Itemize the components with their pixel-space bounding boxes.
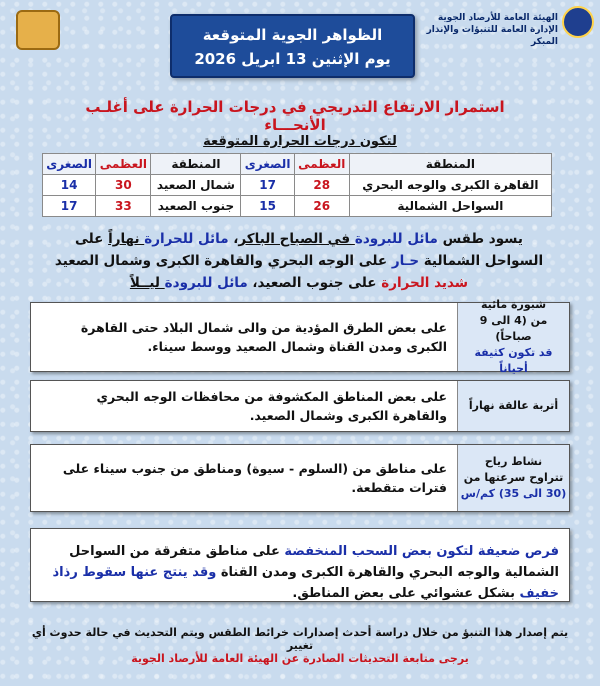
dust-text: على بعض المناطق المكشوفة من محافظات الوجه البحري والقاهرة الكبرى وشمال الصعيد.: [96, 389, 447, 423]
header-region: المنطقة: [349, 154, 551, 175]
table-header-row: [43, 154, 552, 175]
region-cell: جنوب الصعيد: [151, 196, 241, 217]
max-cell: 26: [294, 196, 349, 217]
forecast-highlight: مائل للبرودة: [354, 231, 438, 247]
follow-note: يرجى متابعة التحديثات الصادرة عن الهيئة العامة للأرصاد الجوية: [131, 652, 469, 665]
org-line-1: الهيئة العامة للأرصاد الجوية: [437, 13, 558, 23]
dust-label: [457, 381, 569, 431]
fog-label-note: قد تكون كثيفة أحياناً: [474, 346, 553, 375]
min-cell: 17: [241, 175, 294, 196]
temperature-table: [42, 153, 552, 217]
table-row: [43, 196, 552, 217]
header-max: العظمى: [294, 154, 349, 175]
egyptian-meteorological-authority-logo: [562, 6, 594, 38]
fog-text: على بعض الطرق المؤدية من والى شمال البلاد حتى القاهرة الكبرى ومدن القناة وشمال الصعيد ووسط سيناء.: [80, 320, 447, 354]
forecast-text: في الصباح الباكر: [238, 231, 355, 247]
forecast-paragraph: [44, 228, 554, 294]
forecast-text: على جنوب الصعيد،: [247, 275, 382, 291]
title-box: [170, 14, 415, 78]
drizzle-text: بشكل عشوائي على بعض المناطق.: [292, 586, 520, 601]
wind-text: على مناطق من (السلوم - سيوة) ومناطق من جنوب سيناء على فترات متقطعة.: [62, 461, 447, 495]
region-cell: شمال الصعيد: [151, 175, 241, 196]
dust-label-title: أتربة عالقة نهاراً: [468, 399, 559, 412]
drizzle-card: [30, 528, 570, 602]
wind-card: [30, 444, 570, 512]
region-cell: القاهرة الكبرى والوجه البحري: [349, 175, 551, 196]
region-cell: السواحل الشمالية: [349, 196, 551, 217]
forecast-text: على السواحل الشمالية: [74, 231, 544, 269]
update-note: يتم إصدار هذا التنبؤ من خلال دراسة أحدث إصدارات خرائط الطقس ويتم التحديث في حالة حدوث أي تغيير: [31, 626, 569, 652]
header-min: الصغرى: [43, 154, 96, 175]
wind-label-title: نشاط رياح: [484, 455, 543, 468]
forecast-text: ،: [228, 231, 239, 247]
forecast-highlight-red: شديد الحرارة: [381, 275, 469, 291]
dust-card: [30, 380, 570, 432]
forecast-text: على الوجه البحري والقاهرة الكبرى وشمال الصعيد: [54, 253, 392, 269]
organization-name: [418, 12, 558, 48]
org-line-2: الإدارة العامة للتنبؤات والإنذار المبكر: [426, 25, 558, 47]
table-row: [43, 175, 552, 196]
min-cell: 14: [43, 175, 96, 196]
header-max: العظمى: [96, 154, 151, 175]
header-region: المنطقة: [151, 154, 241, 175]
min-cell: 17: [43, 196, 96, 217]
forecast-date: يوم الإثنين 13 ابريل 2026: [194, 50, 391, 68]
header-min: الصغرى: [241, 154, 294, 175]
forecast-text: يسود طقس: [437, 231, 523, 247]
forecast-highlight: مائل للحرارة: [144, 231, 229, 247]
forecast-highlight: حـار: [391, 253, 420, 269]
min-cell: 15: [241, 196, 294, 217]
max-cell: 33: [96, 196, 151, 217]
max-cell: 28: [294, 175, 349, 196]
page-title: الظواهر الجوية المتوقعة: [202, 26, 383, 44]
wind-label-speed: (30 الى 35) كم/س: [460, 487, 567, 500]
wind-label: [457, 445, 569, 511]
forecast-text: نهاراً: [108, 231, 145, 247]
drizzle-highlight: فرص ضعيفة لتكون بعض السحب المنخفضة: [284, 544, 559, 559]
forecast-text: ليــلاً: [129, 275, 165, 291]
fog-card: [30, 298, 570, 375]
table-caption: لتكون درجات الحرارة المتوقعة: [203, 134, 397, 149]
fog-label: [457, 298, 569, 375]
fog-label-time: من (4 الى 9 صباحاً): [479, 314, 548, 343]
fog-label-title: شبورة مائية: [480, 298, 547, 311]
max-cell: 30: [96, 175, 151, 196]
drizzle-highlight: وقد ينتج عنها سقوط رذاذ خفيف: [52, 565, 559, 601]
headline: استمرار الارتفاع التدريجي في درجات الحرارة على أغلـب الأنحـــاء: [85, 98, 505, 134]
forecast-highlight: مائل للبرودة: [164, 275, 248, 291]
wind-label-range-text: تتراوح سرعتها من: [463, 471, 564, 484]
drizzle-text: على مناطق متفرقة من السواحل الشمالية والوجه البحري والقاهرة الكبرى ومدن القناة: [69, 544, 559, 580]
emblem-icon: [16, 10, 60, 50]
